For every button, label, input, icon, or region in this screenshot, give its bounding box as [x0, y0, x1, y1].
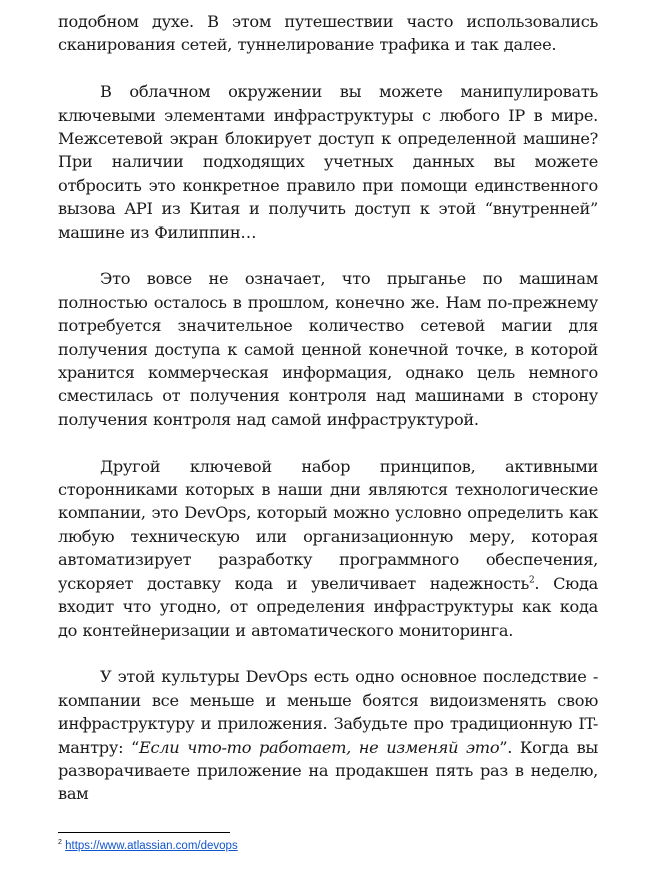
it-mantra-quote: Если что-то работает, не изменяй это [139, 737, 500, 757]
paragraph-cloud-environment: В облачном окружении вы можете манипулировать ключевыми элементами инфраструктуры с любого IP в мире. Межсетевой экран блокирует доступ к определенной машине? При наличии подходящих учетных данных вы можете отбросить это конкретное правило при помощи единственного вызова API из Китая и получить доступ к этой “внутренней” машине из Филиппин… [58, 82, 598, 242]
paragraph-devops: Другой ключевой набор принципов, активными сторонниками которых в наши дни являются технологические компании, это DevOps, который можно условно определить как любую техническую или организационную меру, которая автоматизирует разработку программного обеспечения, ускоряет доставку кода и увеличивает надежность$^2$. Сюда входит что угодно, от определения инфраструктуры как кода до контейнеризации и автоматического мониторинга. [58, 456, 598, 640]
footnote-number: 2 [58, 839, 62, 847]
paragraph-devops-culture: У этой культуры DevOps есть одно основное последствие - компании все меньше и меньше боятся видоизменять свою инфраструктуру и приложения. Забудьте про традиционную IT-мантру: “Если что-то работает, не изменяй это”. Когда вы разворачиваете приложение на продакшен пять раз в неделю, вам [58, 667, 598, 804]
footnote-separator [58, 832, 230, 833]
paragraph-continuation: подобном духе. В этом путешествии часто использовались сканирования сетей, туннелирование трафика и так далее. [58, 12, 598, 55]
footnote [58, 840, 238, 852]
footnote-reference[interactable]: 2 [528, 575, 535, 586]
paragraph-machine-hopping: Это вовсе не означает, что прыганье по машинам полностью осталось в прошлом, конечно же. Нам по-прежнему потребуется значительное количество сетевой магии для получения доступа к самой ценной конечной точке, в которой хранится коммерческая информация, однако цель немного сместилась от получения контроля над машинами в сторону получения контроля над самой инфраструктурой. [58, 269, 598, 429]
document-body [58, 10, 598, 806]
footnote-link[interactable]: https://www.atlassian.com/devops [65, 840, 238, 852]
